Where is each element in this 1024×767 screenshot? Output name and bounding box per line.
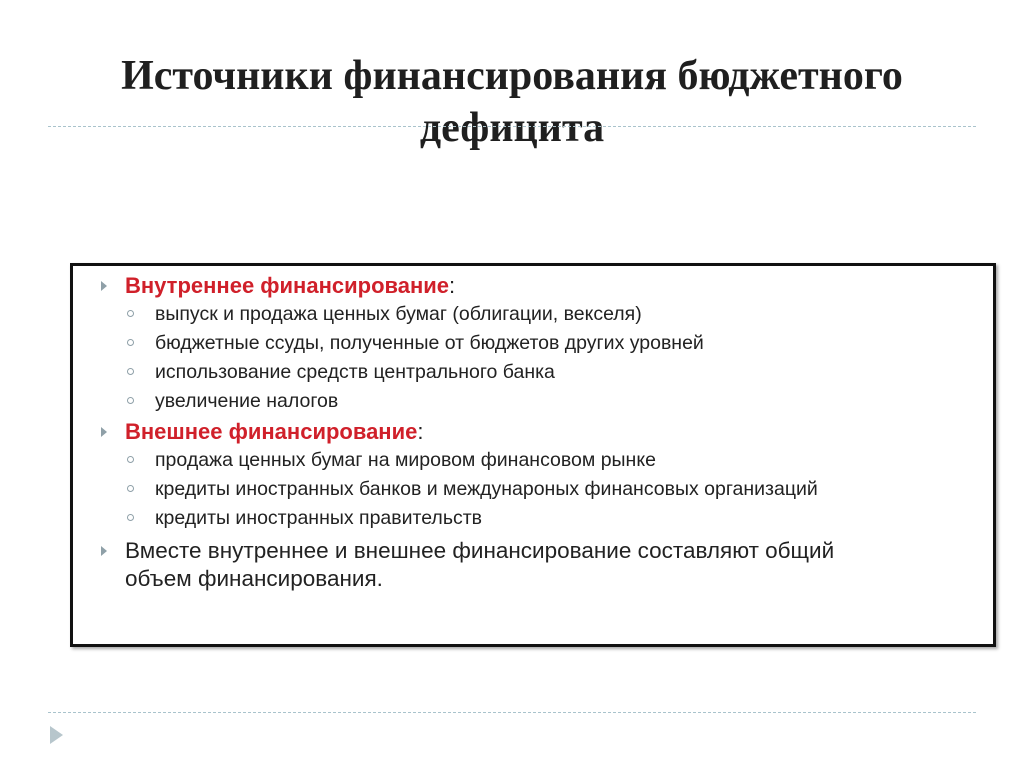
- list-item-text: выпуск и продажа ценных бумаг (облигации, векселя): [155, 303, 642, 325]
- internal-financing-colon: :: [449, 273, 456, 298]
- slide-title-line-1: Источники финансирования бюджетного: [121, 53, 903, 99]
- triangle-right-icon[interactable]: [50, 726, 63, 744]
- circle-outline-icon: [127, 339, 134, 346]
- list-item: [97, 358, 983, 387]
- list-item: [97, 446, 983, 475]
- summary-line-2: объем финансирования.: [125, 566, 383, 591]
- list-item-text: бюджетные ссуды, полученные от бюджетов других уровней: [155, 332, 704, 354]
- list-item: [97, 387, 983, 416]
- top-divider: [48, 126, 976, 127]
- summary-line-1: Вместе внутреннее и внешнее финансирование составляют общий: [125, 538, 835, 563]
- bullet-list: [97, 270, 983, 593]
- external-financing-heading: [97, 418, 983, 446]
- slide-title: [60, 50, 964, 154]
- circle-outline-icon: [127, 310, 134, 317]
- internal-financing-label: Внутреннее финансирование: [125, 273, 450, 298]
- circle-outline-icon: [127, 485, 134, 492]
- external-financing-label: Внешнее финансирование: [125, 419, 418, 444]
- bottom-divider: [48, 712, 976, 713]
- internal-financing-heading: [97, 272, 983, 300]
- list-item-text: использование средств центрального банка: [155, 361, 555, 383]
- list-item-text: кредиты иностранных банков и междунароных финансовых организаций: [155, 478, 818, 500]
- triangle-right-icon: [101, 546, 107, 556]
- list-item-text: продажа ценных бумаг на мировом финансовом рынке: [155, 449, 656, 471]
- list-item-text: кредиты иностранных правительств: [155, 507, 483, 529]
- content-box: [70, 263, 996, 647]
- list-item: [97, 475, 983, 504]
- circle-outline-icon: [127, 514, 134, 521]
- circle-outline-icon: [127, 397, 134, 404]
- circle-outline-icon: [127, 368, 134, 375]
- summary-item: [97, 537, 983, 593]
- list-item-text: увеличение налогов: [155, 390, 339, 412]
- triangle-right-icon: [101, 427, 107, 437]
- external-financing-colon: :: [417, 419, 424, 444]
- triangle-right-icon: [101, 281, 107, 291]
- list-item: [97, 300, 983, 329]
- circle-outline-icon: [127, 456, 134, 463]
- slide-title-line-2: дефицита: [419, 105, 605, 151]
- list-item: [97, 329, 983, 358]
- list-item: [97, 504, 983, 533]
